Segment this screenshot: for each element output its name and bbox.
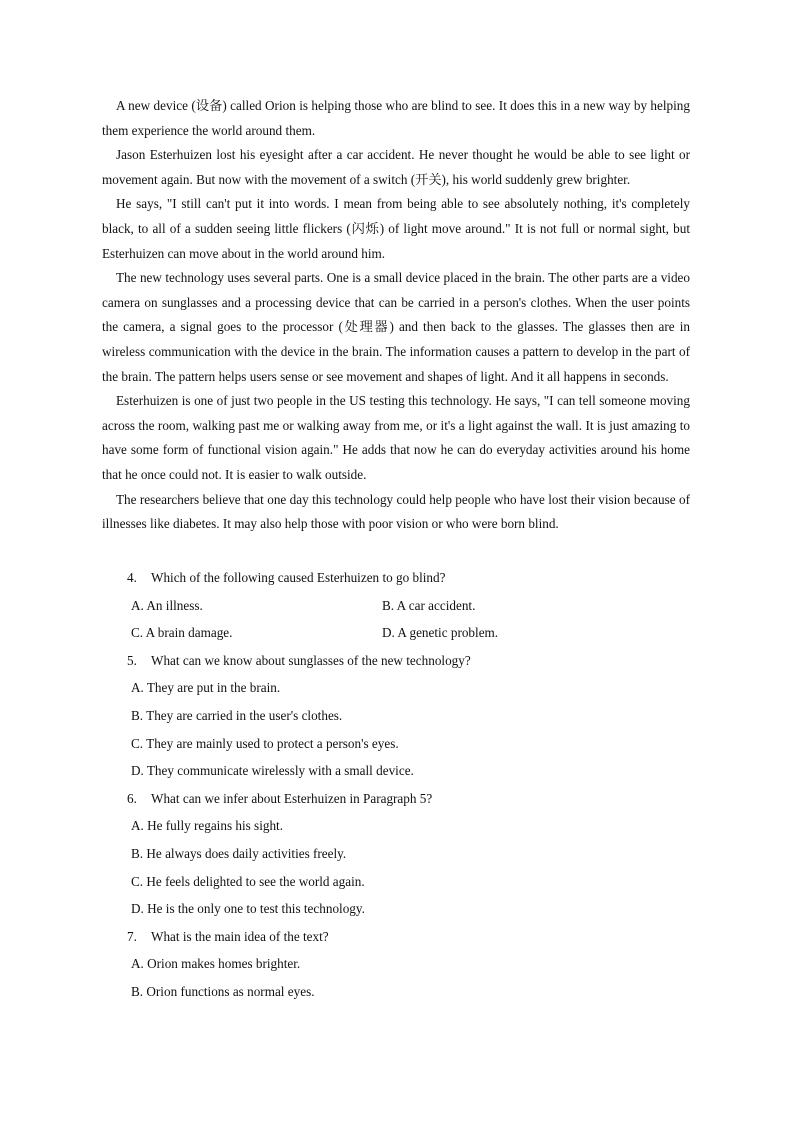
question-text: Which of the following caused Esterhuizen to go blind? [151, 570, 446, 585]
option-a: A. They are put in the brain. [131, 680, 281, 695]
option-d: D. They communicate wirelessly with a small device. [131, 763, 414, 778]
question-text: What can we infer about Esterhuizen in Paragraph 5? [151, 791, 433, 806]
reading-passage [102, 94, 690, 537]
paragraph: The new technology uses several parts. One is a small device placed in the brain. The other parts are a video camera on sunglasses and a processing device that can be carried in a person's clothes. When the user points the camera, a signal goes to the processor (处理器) and then back to the glasses. The glasses then are in wireless communication with the device in the brain. The information causes a pattern to develop in the part of the brain. The pattern helps users sense or see movement and shapes of light. And it all happens in seconds. [102, 270, 690, 384]
question-7 [127, 929, 329, 945]
question-number: 4. [127, 570, 137, 585]
option-d: D. A genetic problem. [382, 625, 499, 640]
option-c: C. They are mainly used to protect a person's eyes. [131, 736, 399, 751]
option-d: D. He is the only one to test this technology. [131, 901, 365, 916]
question-4 [127, 570, 445, 586]
paragraph: A new device (设备) called Orion is helping those who are blind to see. It does this in a new way by helping them experience the world around them. [102, 98, 690, 138]
option-b: B. A car accident. [382, 598, 476, 613]
question-number: 7. [127, 929, 137, 944]
question-text: What can we know about sunglasses of the new technology? [151, 653, 471, 668]
option-c: C. A brain damage. [131, 625, 233, 640]
paragraph: Esterhuizen is one of just two people in the US testing this technology. He says, "I can tell someone moving across the room, walking past me or walking away from me, or it's a light against the wall. It is just amazing to have some form of functional vision again." He adds that now he can do everyday activities around his home that he once could not. It is easier to walk outside. [102, 393, 690, 482]
paragraph: He says, "I still can't put it into words. I mean from being able to see absolutely nothing, it's completely black, to all of a sudden seeing little flickers (闪烁) of light move around." It is not full or normal sight, but Esterhuizen can move about in the world around him. [102, 196, 690, 261]
option-b: B. Orion functions as normal eyes. [131, 984, 315, 999]
option-c: C. He feels delighted to see the world again. [131, 874, 365, 889]
option-a: A. Orion makes homes brighter. [131, 956, 301, 971]
paragraph: The researchers believe that one day this technology could help people who have lost their vision because of illnesses like diabetes. It may also help those with poor vision or who were born blind. [102, 491, 690, 532]
option-b: B. They are carried in the user's clothes. [131, 708, 343, 723]
question-6 [127, 791, 432, 807]
paragraph: Jason Esterhuizen lost his eyesight after a car accident. He never thought he would be able to see light or movement again. But now with the movement of a switch (开关), his world suddenly grew brighter. [102, 147, 690, 187]
option-b: B. He always does daily activities freely. [131, 846, 347, 861]
question-number: 6. [127, 791, 137, 806]
question-number: 5. [127, 653, 137, 668]
option-a: A. An illness. [131, 598, 203, 613]
question-5 [127, 653, 471, 669]
option-a: A. He fully regains his sight. [131, 818, 284, 833]
question-text: What is the main idea of the text? [151, 929, 329, 944]
